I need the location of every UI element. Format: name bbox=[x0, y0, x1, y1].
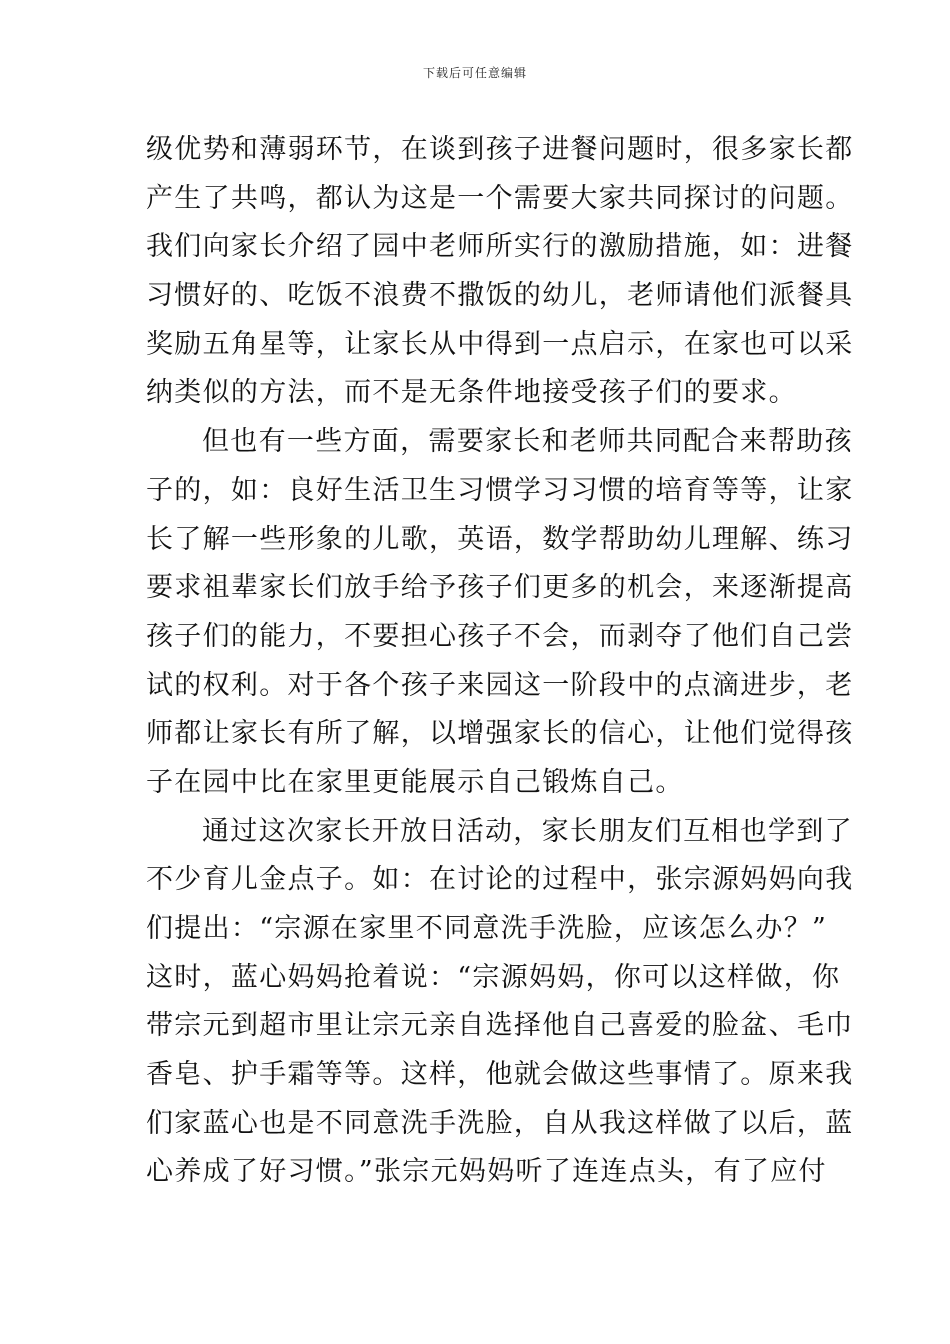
text-line: 心养成了好习惯。”张宗元妈妈听了连连点头，有了应付 bbox=[146, 1156, 827, 1188]
body-text bbox=[146, 126, 854, 1197]
text-line: 孩子们的能力，不要担心孩子不会，而剥夺了他们自己尝 bbox=[146, 620, 854, 652]
text-line: 纳类似的方法，而不是无条件地接受孩子们的要求。 bbox=[146, 377, 797, 409]
text-line: 要求祖辈家长们放手给予孩子们更多的机会，来逐渐提高 bbox=[146, 572, 854, 604]
text-line: 不少育儿金点子。如：在讨论的过程中，张宗源妈妈向我 bbox=[146, 864, 854, 896]
text-line: 奖励五角星等，让家长从中得到一点启示，在家也可以采 bbox=[146, 328, 854, 360]
paragraph-first-line: 通过这次家长开放日活动，家长朋友们互相也学到了 bbox=[202, 815, 853, 847]
page-header: 下载后可任意编辑 bbox=[422, 66, 527, 80]
text-line: 长了解一些形象的儿歌，英语，数学帮助幼儿理解、练习 bbox=[146, 523, 854, 555]
text-line: 产生了共鸣，都认为这是一个需要大家共同探讨的问题。 bbox=[146, 182, 854, 214]
text-line: 们家蓝心也是不同意洗手洗脸，自从我这样做了以后，蓝 bbox=[146, 1107, 854, 1139]
text-line: 们提出：“宗源在家里不同意洗手洗脸，应该怎么办？” bbox=[146, 913, 828, 944]
text-line: 带宗元到超市里让宗元亲自选择他自己喜爱的脸盆、毛巾 bbox=[146, 1010, 854, 1042]
text-line: 这时，蓝心妈妈抢着说：“宗源妈妈，你可以这样做，你 bbox=[146, 961, 841, 993]
paragraph-first-line: 但也有一些方面，需要家长和老师共同配合来帮助孩 bbox=[202, 426, 853, 458]
text-line: 试的权利。对于各个孩子来园这一阶段中的点滴进步，老 bbox=[146, 669, 854, 701]
text-line: 子的，如：良好生活卫生习惯学习习惯的培育等等，让家 bbox=[146, 474, 854, 506]
text-line: 子在园中比在家里更能展示自己锻炼自己。 bbox=[146, 766, 684, 798]
text-line: 香皂、护手霜等等。这样，他就会做这些事情了。原来我 bbox=[146, 1059, 854, 1091]
text-line: 习惯好的、吃饭不浪费不撒饭的幼儿，老师请他们派餐具 bbox=[146, 280, 854, 312]
text-line: 师都让家长有所了解，以增强家长的信心，让他们觉得孩 bbox=[146, 718, 854, 750]
text-line: 我们向家长介绍了园中老师所实行的激励措施，如：进餐 bbox=[146, 231, 854, 263]
text-line: 级优势和薄弱环节，在谈到孩子进餐问题时，很多家长都 bbox=[146, 134, 854, 165]
